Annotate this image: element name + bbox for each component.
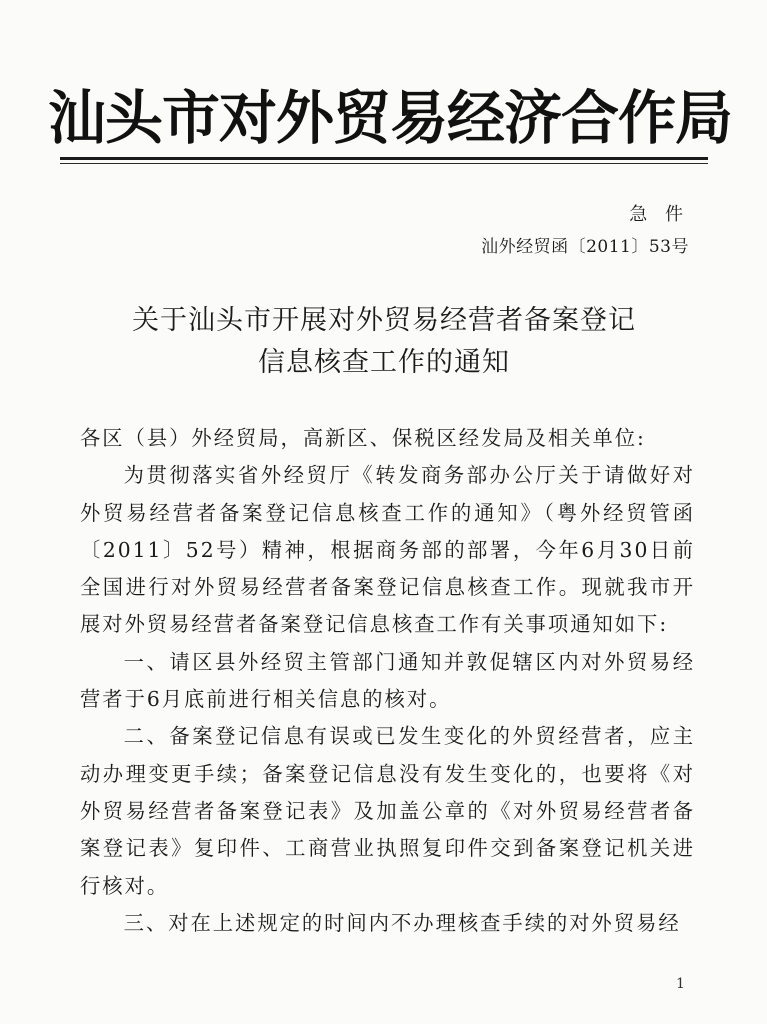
body-paragraph: 二、备案登记信息有误或已发生变化的外贸经营者，应主动办理变更手续；备案登记信息没有发生变化的，也要将《对外贸易经营者备案登记表》及加盖公章的《对外贸易经营者备案登记表》复印件、工商营业执照复印件交到备案登记机关进行核对。 bbox=[80, 724, 695, 898]
page-mark: 1 bbox=[676, 976, 685, 992]
document-title bbox=[60, 300, 708, 384]
title-line-1: 关于汕头市开展对外贸易经营者备案登记 bbox=[132, 305, 636, 336]
document-body bbox=[80, 420, 695, 942]
agency-masthead: 汕头市对外贸易经济合作局 bbox=[48, 84, 733, 152]
urgency-label: 急 件 bbox=[629, 204, 689, 225]
masthead-rule-thin bbox=[60, 163, 708, 164]
masthead-rule-thick bbox=[60, 157, 708, 160]
title-line-2: 信息核查工作的通知 bbox=[258, 347, 510, 378]
document-number: 汕外经贸函〔2011〕53号 bbox=[481, 237, 689, 257]
body-paragraph: 为贯彻落实省外经贸厅《转发商务部办公厅关于请做好对外贸易经营者备案登记信息核查工作的通知》（粤外经贸管函〔2011〕52号）精神，根据商务部的部署，今年6月30日前全国进行对外贸易经营者备案登记信息核查工作。现就我市开展对外贸易经营者备案登记信息核查工作有关事项通知如下: bbox=[80, 463, 695, 637]
salutation: 各区（县）外经贸局，高新区、保税区经发局及相关单位: bbox=[80, 426, 646, 450]
body-paragraph: 一、请区县外经贸主管部门通知并敦促辖区内对外贸易经营者于6月底前进行相关信息的核对。 bbox=[80, 649, 695, 712]
body-paragraph: 三、对在上述规定的时间内不办理核查手续的对外贸易经 bbox=[123, 910, 681, 935]
